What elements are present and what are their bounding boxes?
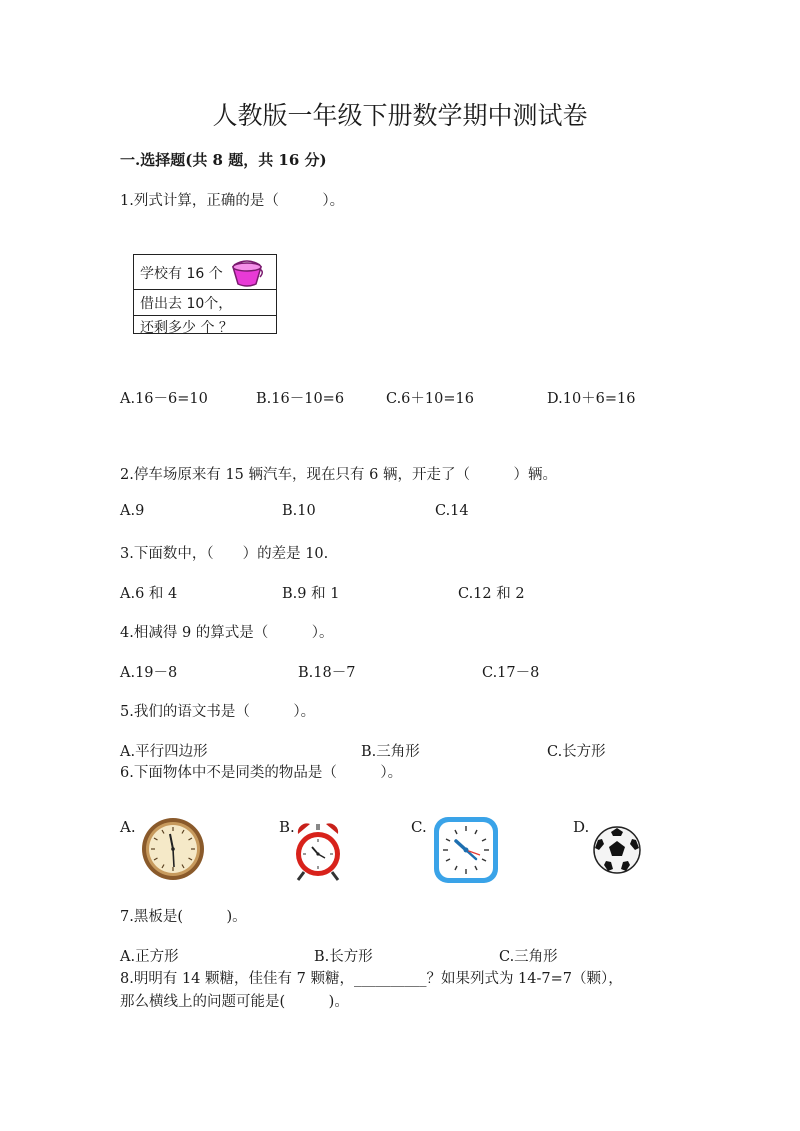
q6-option-a[interactable]: A.: [120, 818, 136, 836]
picture-row-3: 还剩多少 个 ？: [140, 320, 233, 336]
q2-option-a[interactable]: A.9: [120, 503, 145, 519]
q5-option-c[interactable]: C.长方形: [547, 744, 606, 760]
question-8-line-2: 那么横线上的问题可能是( )。: [120, 994, 349, 1010]
q3-option-a[interactable]: A.6 和 4: [120, 586, 178, 602]
section-heading: 一.选择题(共 8 题，共 16 分): [120, 151, 327, 169]
question-3: 3.下面数中，（ ）的差是 10.: [120, 546, 329, 562]
q2-option-b[interactable]: B.10: [282, 503, 316, 519]
q7-option-b[interactable]: B.长方形: [314, 949, 373, 965]
q6-option-d[interactable]: D.: [573, 818, 590, 836]
q1-option-d[interactable]: D.10＋6=16: [547, 391, 636, 407]
q5-option-a[interactable]: A.平行四边形: [120, 744, 208, 760]
page-title: 人教版一年级下册数学期中测试卷: [212, 101, 588, 130]
question-5: 5.我们的语文书是（ ）。: [120, 704, 316, 720]
q5-option-b[interactable]: B.三角形: [361, 744, 420, 760]
q2-option-c[interactable]: C.14: [435, 503, 469, 519]
question-2: 2.停车场原来有 15 辆汽车，现在只有 6 辆，开走了（ ）辆。: [120, 467, 557, 483]
q6-option-c[interactable]: C.: [411, 818, 427, 836]
wall-clock-icon[interactable]: [140, 816, 206, 882]
picture-row-2: 借出去 10个，: [140, 296, 233, 312]
q1-option-b[interactable]: B.16－10=6: [256, 391, 345, 407]
soccer-ball-icon[interactable]: [592, 825, 642, 875]
blue-clock-icon[interactable]: [432, 815, 500, 885]
q3-option-b[interactable]: B.9 和 1: [282, 586, 340, 602]
question-1-picture: [133, 254, 277, 334]
q6-option-b[interactable]: B.: [279, 818, 295, 836]
q7-option-a[interactable]: A.正方形: [120, 949, 179, 965]
question-8-line-1: 8.明明有 14 颗糖，佳佳有 7 颗糖，__________？如果列式为 14-7=7（颗），: [120, 971, 623, 987]
q1-option-a[interactable]: A.16－6=10: [120, 391, 208, 407]
question-7: 7.黑板是( )。: [120, 909, 247, 925]
q7-option-c[interactable]: C.三角形: [499, 949, 558, 965]
q3-option-c[interactable]: C.12 和 2: [458, 586, 525, 602]
question-1: 1.列式计算，正确的是（ ）。: [120, 193, 345, 209]
q4-option-c[interactable]: C.17－8: [482, 665, 540, 681]
question-6: 6.下面物体中不是同类的物品是（ ）。: [120, 765, 403, 781]
picture-divider: [134, 315, 276, 316]
q1-option-c[interactable]: C.6＋10=16: [386, 391, 474, 407]
q4-option-a[interactable]: A.19－8: [120, 665, 178, 681]
q4-option-b[interactable]: B.18－7: [298, 665, 356, 681]
alarm-clock-icon[interactable]: [292, 820, 344, 882]
question-4: 4.相减得 9 的算式是（ ）。: [120, 625, 334, 641]
picture-row-1: [134, 255, 276, 290]
pink-bucket-icon: [230, 259, 264, 287]
picture-row-1-text: 学校有 16 个: [140, 266, 223, 282]
